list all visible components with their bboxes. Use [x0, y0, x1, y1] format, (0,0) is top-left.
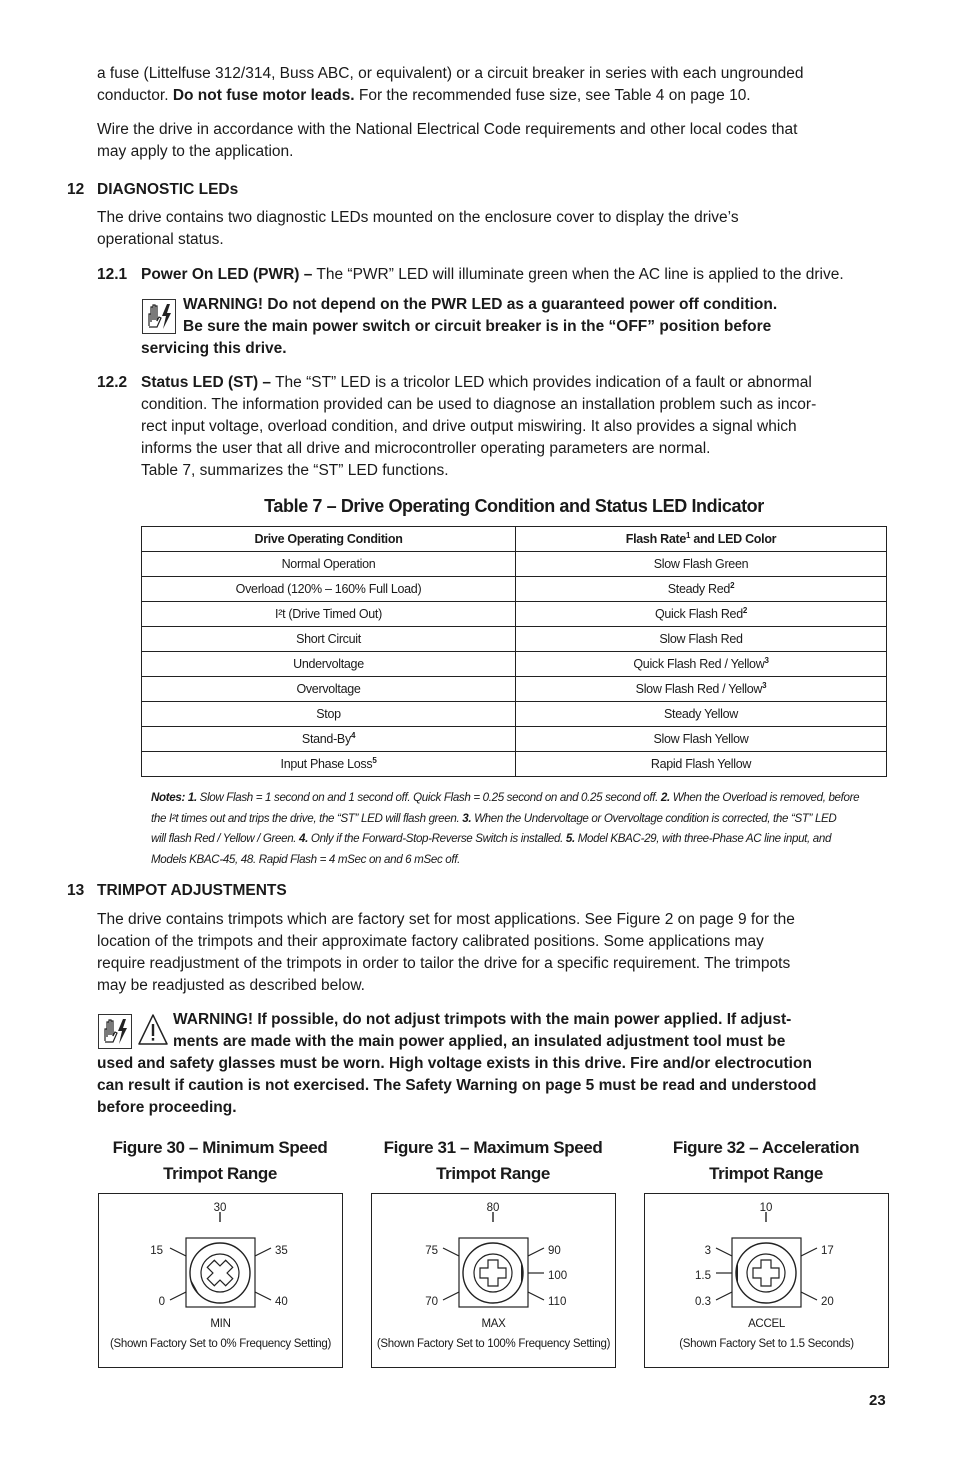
figure-31-title: Figure 31 – Maximum Speed Trimpot Range	[383, 1138, 603, 1183]
trimpot-name: ACCEL	[748, 1318, 785, 1330]
table-7-notes: Notes: 1. Slow Flash = 1 second on and 1 second off. Quick Flash = 0.25 second on and 0.25 second off. 2. When the Overload is removed, before the I²t times out and trips the drive, the “ST” LED will flash green. 3. When the Undervoltage or Overvoltage condition is corrected, the “ST” LED will flash Red / Yellow / Green. 4. Only if the Forward-Stop-Reverse Switch is installed. 5. Model KBAC-29, with three-Phase AC line input, and Models KBAC-45, 48. Rapid Flash = 4 mSec on and 6 mSec off.	[151, 791, 860, 866]
body-line: may be readjusted as described below.	[97, 977, 365, 994]
warning-pwr-led	[183, 294, 883, 338]
table-row	[142, 627, 887, 652]
body-line: condition. The information provided can be used to diagnose an installation problem such as incor-	[141, 396, 817, 413]
cell-condition: Stand-By$^4$	[142, 727, 516, 752]
dial-label-middle-right: 100	[548, 1270, 568, 1282]
warning-line: before proceeding.	[97, 1099, 237, 1116]
intro-line: conductor. Do not fuse motor leads. For the recommended fuse size, see Table 4 on page 10.	[97, 87, 751, 104]
warning-line: servicing this drive.	[141, 340, 287, 357]
dial-label-lower-right: 20	[821, 1296, 834, 1308]
section-12-body	[97, 207, 897, 251]
table-header-row	[142, 527, 887, 552]
section-13-title: TRIMPOT ADJUSTMENTS	[97, 882, 287, 899]
body-line: location of the trimpots and their approximate factory calibrated positions. Some applications may	[97, 933, 764, 950]
section-13-body	[97, 909, 897, 997]
table-row	[142, 727, 887, 752]
dial-label-lower-right: 40	[275, 1296, 288, 1308]
header-condition: Drive Operating Condition	[142, 527, 516, 552]
trimpot-name: MAX	[481, 1318, 506, 1330]
figure-caption: (Shown Factory Set to 1.5 Seconds)	[679, 1338, 854, 1350]
intro-line: Wire the drive in accordance with the National Electrical Code requirements and other local codes that	[97, 121, 798, 138]
intro-paragraph-1	[97, 63, 897, 107]
figure-30-min-speed-trimpot	[98, 1193, 343, 1368]
warning-line: ments are made with the main power applied, an insulated adjustment tool must be	[173, 1033, 786, 1050]
table-row	[142, 602, 887, 627]
dial-label-upper-left: 3	[704, 1245, 711, 1257]
body-line: operational status.	[97, 231, 224, 248]
dial-label-lower-left: 0.3	[695, 1296, 711, 1308]
led-status-table	[141, 526, 887, 777]
dial-label-upper-right: 90	[548, 1245, 561, 1257]
dial-label-middle-left: 1.5	[695, 1270, 711, 1282]
dial-label-upper-left: 15	[150, 1245, 163, 1257]
section-12-1-text: Power On LED (PWR) – The “PWR” LED will illuminate green when the AC line is applied to the drive.	[141, 266, 844, 283]
hand-warning-icon	[98, 1014, 132, 1049]
cell-condition: Overvoltage	[142, 677, 516, 702]
cell-flash-rate: Quick Flash Red / Yellow$^3$	[516, 652, 887, 677]
section-12-1-number: 12.1	[97, 266, 128, 283]
section-12-number: 12	[67, 181, 85, 198]
body-line: Table 7, summarizes the “ST” LED functions.	[141, 462, 449, 479]
table-row	[142, 702, 887, 727]
figure-32-title: Figure 32 – Acceleration Trimpot Range	[672, 1138, 860, 1183]
intro-paragraph-2	[97, 119, 897, 163]
cell-condition: Undervoltage	[142, 652, 516, 677]
figure-31-max-speed-trimpot	[371, 1193, 616, 1368]
section-12-2-number: 12.2	[97, 374, 128, 391]
cell-condition: Input Phase Loss$^5$	[142, 752, 516, 777]
table-row	[142, 677, 887, 702]
intro-line: a fuse (Littelfuse 312/314, Buss ABC, or equivalent) or a circuit breaker in series with each ungrounded	[97, 65, 804, 82]
figure-caption: (Shown Factory Set to 0% Frequency Setting)	[109, 1338, 332, 1350]
dial-label-upper-left: 75	[425, 1245, 438, 1257]
body-line: The drive contains two diagnostic LEDs mounted on the enclosure cover to display the drive’s	[97, 209, 739, 226]
body-line: require readjustment of the trimpots in order to tailor the drive for a specific requirement. The trimpots	[97, 955, 791, 972]
caution-triangle-icon	[137, 1013, 169, 1047]
table-row	[142, 552, 887, 577]
cell-condition: I²t (Drive Timed Out)	[142, 602, 516, 627]
section-12-title: DIAGNOSTIC LEDs	[97, 181, 239, 198]
figure-30-title: Figure 30 – Minimum Speed Trimpot Range	[112, 1138, 328, 1183]
caution-icon	[137, 1013, 169, 1047]
cell-flash-rate: Slow Flash Red / Yellow$^3$	[516, 677, 887, 702]
warning-line: WARNING! If possible, do not adjust trimpots with the main power applied. If adjust-	[173, 1011, 792, 1028]
cell-flash-rate: Quick Flash Red$^2$	[516, 602, 887, 627]
body-line: informs the user that all drive and microcontroller operating parameters are normal.	[141, 440, 711, 457]
figure-32-acceleration-trimpot	[644, 1193, 889, 1368]
warning-line: WARNING! Do not depend on the PWR LED as a guaranteed power off condition.	[183, 296, 778, 313]
table-row	[142, 652, 887, 677]
hand-lightning-icon	[143, 300, 175, 333]
dial-label-upper-right: 17	[821, 1245, 834, 1257]
dial-label-lower-right: 110	[548, 1296, 567, 1308]
cell-condition: Overload (120% – 160% Full Load)	[142, 577, 516, 602]
cell-flash-rate: Steady Yellow	[516, 702, 887, 727]
section-13-number: 13	[67, 882, 85, 899]
hand-lightning-icon	[99, 1015, 131, 1048]
cell-flash-rate: Rapid Flash Yellow	[516, 752, 887, 777]
header-flash-rate: Flash Rate$^1$ and LED Color	[516, 527, 887, 552]
dial-label-top: 30	[213, 1202, 227, 1214]
figure-caption: (Shown Factory Set to 100% Frequency Setting)	[376, 1338, 611, 1350]
cell-flash-rate: Slow Flash Green	[516, 552, 887, 577]
hand-warning-icon	[142, 299, 176, 334]
body-line: rect input voltage, overload condition, and drive output miswiring. It also provides a signal which	[141, 418, 797, 435]
dial-label-lower-left: 70	[425, 1296, 438, 1308]
warning-line: can result if caution is not exercised. The Safety Warning on page 5 must be read and understood	[97, 1077, 817, 1094]
warning-line: used and safety glasses must be worn. High voltage exists in this drive. Fire and/or electrocution	[97, 1055, 812, 1072]
warning-trimpot	[173, 1009, 893, 1053]
body-line: The drive contains trimpots which are factory set for most applications. See Figure 2 on page 9 for the	[97, 911, 795, 928]
table-7-title: Table 7 – Drive Operating Condition and Status LED Indicator	[264, 496, 764, 516]
page-number: 23	[869, 1392, 886, 1409]
cell-flash-rate: Steady Red$^2$	[516, 577, 887, 602]
warning-line: Be sure the main power switch or circuit breaker is in the “OFF” position before	[183, 318, 772, 335]
dial-label-top: 80	[486, 1202, 500, 1214]
cell-condition: Normal Operation	[142, 552, 516, 577]
table-row	[142, 752, 887, 777]
cell-condition: Short Circuit	[142, 627, 516, 652]
table-row	[142, 577, 887, 602]
dial-label-top: 10	[759, 1202, 773, 1214]
dial-label-lower-left: 0	[158, 1296, 165, 1308]
cell-flash-rate: Slow Flash Yellow	[516, 727, 887, 752]
trimpot-name: MIN	[210, 1318, 231, 1330]
intro-line: may apply to the application.	[97, 143, 294, 160]
section-12-2-text: Status LED (ST) – The “ST” LED is a tricolor LED which provides indication of a fault or abnormal condition. The information provided can be used to diagnose an installation problem such as incor- rect input voltage, overload condition, and drive output miswiring. It also provides a signal which informs the user that all drive and microcontroller operating parameters are normal. Table 7, summarizes the “ST” LED functions.	[141, 372, 901, 482]
warning-trimpot-cont	[97, 1053, 897, 1119]
cell-condition: Stop	[142, 702, 516, 727]
cell-flash-rate: Slow Flash Red	[516, 627, 887, 652]
dial-label-upper-right: 35	[275, 1245, 288, 1257]
